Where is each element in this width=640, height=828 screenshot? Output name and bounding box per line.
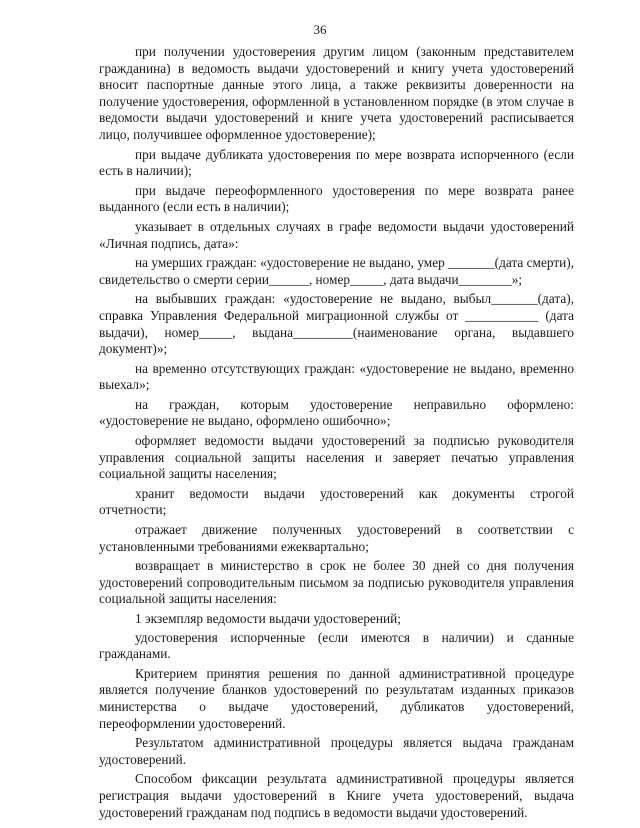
paragraph: Результатом административной процедуры является выдача гражданам удостоверений. xyxy=(99,735,574,767)
document-body xyxy=(99,44,574,824)
paragraph: указывает в отдельных случаях в графе ведомости выдачи удостоверений «Личная подпись, дата»: xyxy=(99,218,574,251)
paragraph: при получении удостоверения другим лицом (законным представителем гражданина) в ведомость выдачи удостоверений и книгу учета удостоверений вносит паспортные данные этого лица, а также реквизиты доверенности на получение удостоверения, оформленной в установленном порядке (в этом случае в ведомости выдачи удостоверений и книге учета удостоверений расписывается лицо, получившее оформленное удостоверение); xyxy=(99,44,574,142)
paragraph: на выбывших граждан: «удостоверение не выдано, выбыл_______(дата), справка Управления Федеральной миграционной службы от ___________ (дата выдачи), номер_____, выдана_________(наименование органа, выдавшего документ)»; xyxy=(99,291,574,357)
paragraph: на граждан, которым удостоверение неправильно оформлено: «удостоверение не выдано, оформлено ошибочно»; xyxy=(99,396,574,429)
paragraph: Критерием принятия решения по данной административной процедуре является получение бланков удостоверений по результатам изданных приказов министерства о выдаче удостоверений, дубликатов удостоверений, переоформлении удостоверений. xyxy=(99,665,574,731)
paragraph: на умерших граждан: «удостоверение не выдано, умер _______(дата смерти), свидетельство о смерти серии______, номер_____, дата выдачи________»; xyxy=(99,255,574,287)
paragraph: удостоверения испорченные (если имеются в наличии) и сданные гражданами. xyxy=(99,629,574,662)
page-number: 36 xyxy=(313,22,327,37)
paragraph: Способом фиксации результата административной процедуры является регистрация выдачи удостоверений в Книге учета удостоверений, выдача удостоверений гражданам под подпись в ведомости выдачи удостоверений. xyxy=(99,771,574,820)
paragraph: отражает движение полученных удостоверений в соответствии с установленными требованиями ежеквартально; xyxy=(99,522,574,554)
paragraph: возвращает в министерство в срок не более 30 дней со дня получения удостоверений сопроводительным письмом за подписью руководителя управления социальной защиты населения: xyxy=(99,558,574,607)
paragraph: хранит ведомости выдачи удостоверений как документы строгой отчетности; xyxy=(99,485,574,518)
paragraph: при выдаче дубликата удостоверения по мере возврата испорченного (если есть в наличии); xyxy=(99,146,574,179)
paragraph: на временно отсутствующих граждан: «удостоверение не выдано, временно выехал»; xyxy=(99,360,574,393)
paragraph: 1 экземпляр ведомости выдачи удостоверений; xyxy=(135,611,401,626)
paragraph: при выдаче переоформленного удостоверения по мере возврата ранее выданного (если есть в наличии); xyxy=(99,182,574,215)
paragraph: оформляет ведомости выдачи удостоверений за подписью руководителя управления социальной защиты населения и заверяет печатью управления социальной защиты населения; xyxy=(99,433,574,482)
